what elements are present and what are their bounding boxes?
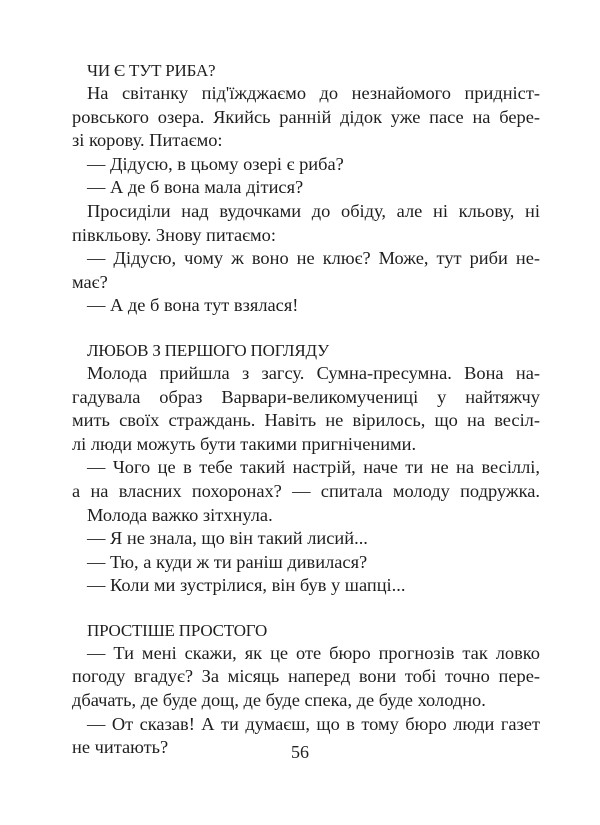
dialogue-line: — Я не знала, що він такий лисий... xyxy=(87,528,368,549)
dialogue-line: має? xyxy=(72,271,108,292)
story-forecast xyxy=(72,620,540,760)
story-title: ЛЮБОВ З ПЕРШОГО ПОГЛЯДУ xyxy=(87,340,329,360)
dialogue-line: — А де б вона тут взялася! xyxy=(87,295,299,316)
text-line: ровського озера. Якийсь ранній дідок уже пасе на бере- xyxy=(72,106,540,127)
page-number: 56 xyxy=(291,742,309,762)
text-line: гадувала образ Варвари-великомучениці у найтяжчу xyxy=(72,386,540,407)
dialogue-line: дбачать, де буде дощ, де буде спека, де буде холодно. xyxy=(72,690,486,711)
text-line: лі люди можуть бути такими пригніченими. xyxy=(72,433,417,454)
dialogue-line: а на власних похоронах? — спитала молоду подружка. xyxy=(72,480,540,501)
dialogue-line: — От сказав! А ти думаєш, що в тому бюро люди газет xyxy=(87,713,540,734)
text-line: На світанку під'їжджаємо до незнайомого придніст- xyxy=(87,83,540,103)
dialogue-line: — Ти мені скажи, як це оте бюро прогнозів так ловко xyxy=(87,642,540,663)
text-line: Молода прийшла з загсу. Сумна-пресумна. Вона на- xyxy=(87,362,540,383)
dialogue-line: — А де б вона мала дітися? xyxy=(87,177,304,198)
page-body xyxy=(72,60,540,760)
story-love xyxy=(72,340,540,598)
story-title: ПРОСТІШЕ ПРОСТОГО xyxy=(87,620,268,640)
dialogue-line: — Дідусю, в цьому озері є риба? xyxy=(87,153,344,174)
text-line: Молода важко зітхнула. xyxy=(87,504,273,525)
dialogue-line: — Тю, а куди ж ти раніш дивилася? xyxy=(87,551,368,572)
story-title: ЧИ Є ТУТ РИБА? xyxy=(87,61,216,80)
text-line: Просиділи над вудочками до обіду, але ні кльову, ні xyxy=(87,200,540,221)
text-line: зі корову. Питаємо: xyxy=(72,130,223,151)
story-fish xyxy=(72,60,540,318)
dialogue-line: — Коли ми зустрілися, він був у шапці... xyxy=(87,575,406,596)
text-line: півкльову. Знову питаємо: xyxy=(72,224,276,245)
text-line: мить своїх страждань. Навіть не вірилось, що на весіл- xyxy=(72,410,540,431)
dialogue-line: — Дідусю, чому ж воно не клює? Може, тут риби не- xyxy=(87,248,540,269)
dialogue-line: погоду вгадує? За місяць наперед вони тобі точно пере- xyxy=(72,666,540,687)
dialogue-line: не читають? xyxy=(72,737,169,758)
dialogue-line: — Чого це в тебе такий настрій, наче ти не на весіллі, xyxy=(87,457,540,478)
